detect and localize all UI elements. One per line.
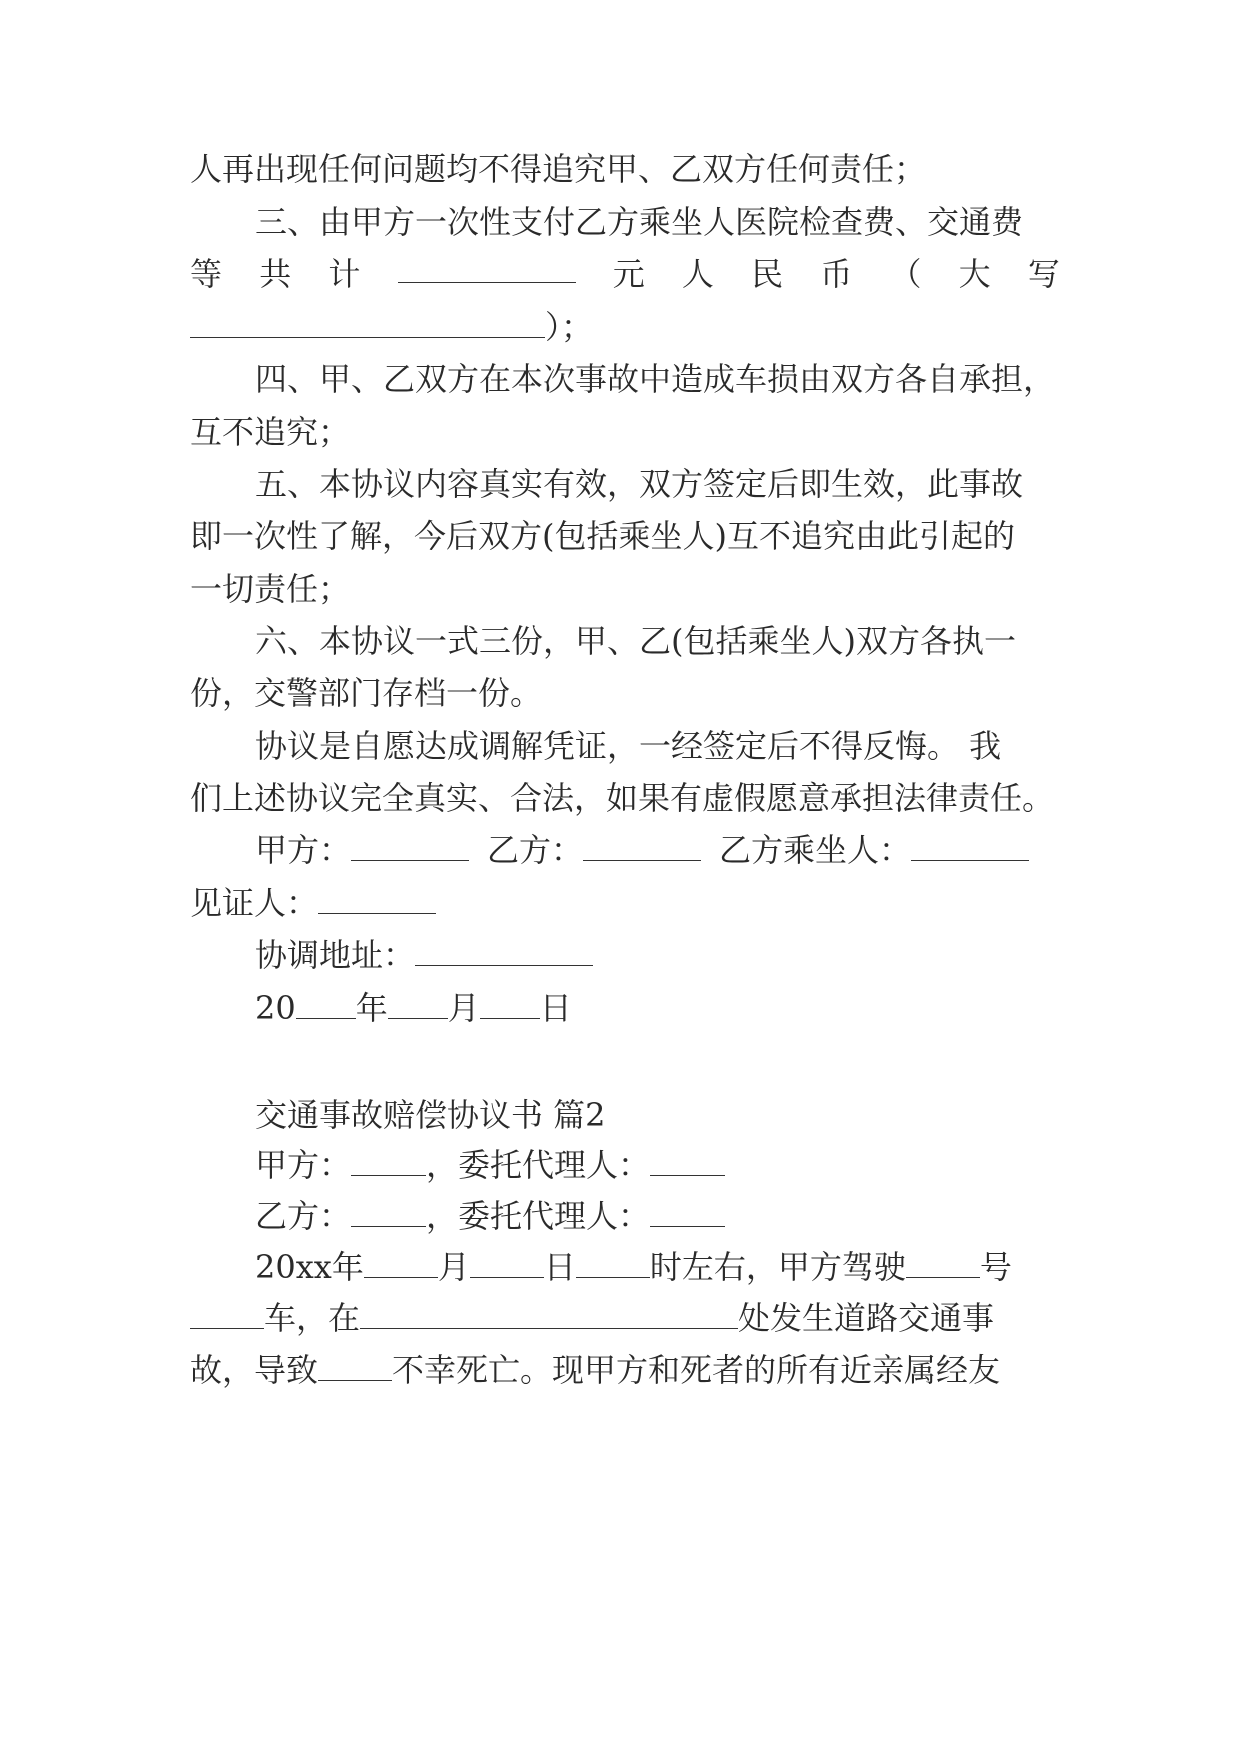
address-line: 协调地址： — [255, 933, 1060, 977]
passenger-blank — [911, 830, 1029, 861]
party-a-line: 甲方： ，委托代理人： — [255, 1143, 1060, 1187]
text-line: 六、本协议一式三份，甲、乙(包括乘坐人)双方各执一 — [255, 622, 1016, 660]
text-line: 一切责任； — [190, 570, 351, 608]
signature-line: 甲方： 乙方： 乙方乘坐人： — [255, 828, 1060, 872]
text-line: 人再出现任何问题均不得追究甲、乙双方任何责任； — [190, 150, 927, 188]
amount-blank — [398, 252, 576, 283]
text-line: 协议是自愿达成调解凭证，一经签定后不得反悔。 我 — [255, 727, 1002, 765]
uppercase-amount-blank — [190, 307, 545, 338]
party-b-line: 乙方： ，委托代理人： — [255, 1194, 1060, 1238]
address-blank — [415, 935, 593, 966]
witness-blank — [318, 883, 436, 914]
party-b-blank — [583, 830, 701, 861]
text-line: 互不追究； — [190, 413, 351, 451]
event-line: 20xx年 月 日 时左右，甲方驾驶 号 — [255, 1248, 1012, 1286]
fee-total-line: 等 共 计 元 人 民 币 （ 大 写 — [190, 252, 1060, 296]
witness-line: 见证人： — [190, 881, 1060, 925]
text-line: 三、由甲方一次性支付乙方乘坐人医院检查费、交通费 — [255, 203, 1024, 241]
party-a-blank — [351, 830, 469, 861]
text-line: 五、本协议内容真实有效，双方签定后即生效，此事故 — [255, 465, 1024, 503]
text-line: 即一次性了解，今后双方(包括乘坐人)互不追究由此引起的 — [190, 517, 1015, 555]
text-line: 四、甲、乙双方在本次事故中造成车损由双方各自承担， — [255, 360, 1056, 398]
event-line: 车，在 处发生道路交通事 — [190, 1296, 1060, 1340]
date-line: 20 年 月 日 — [255, 989, 572, 1027]
text-line: 份，交警部门存档一份。 — [190, 674, 543, 712]
fee-uppercase-line: ）； — [190, 305, 1060, 349]
event-line: 故，导致 不幸死亡。现甲方和死者的所有近亲属经友 — [190, 1351, 1001, 1389]
text-line: 们上述协议完全真实、合法，如果有虚假愿意承担法律责任。 — [190, 779, 1055, 817]
section-title: 交通事故赔偿协议书 篇2 — [255, 1096, 606, 1134]
